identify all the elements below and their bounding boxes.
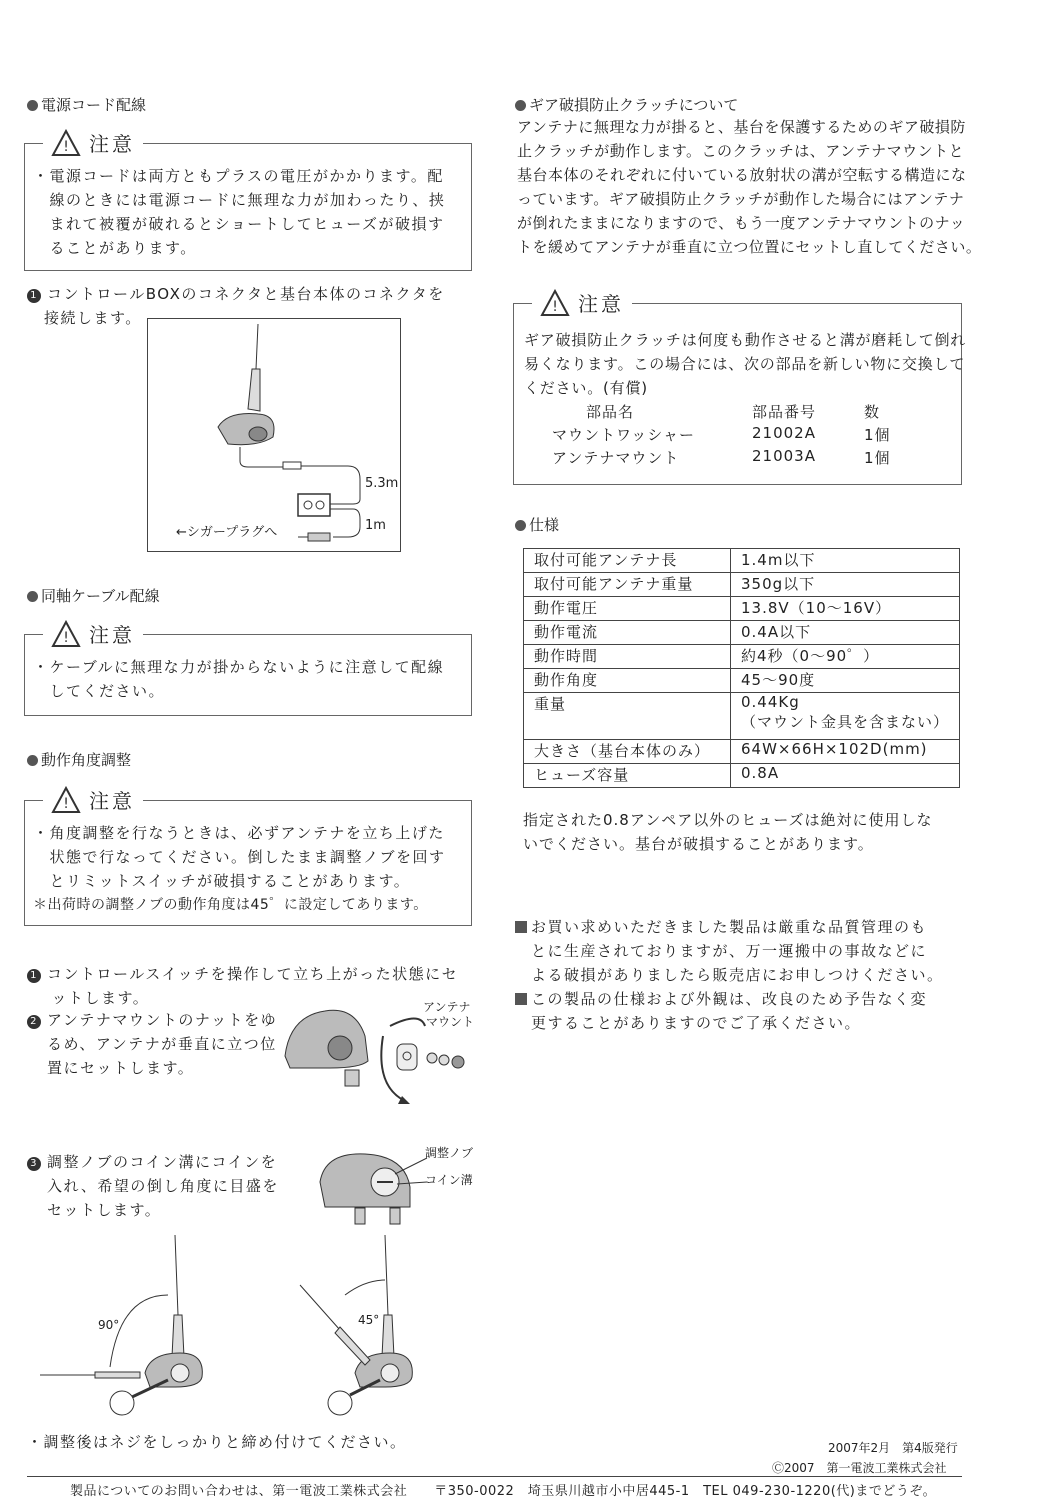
bullet-icon (515, 520, 526, 531)
svg-text:!: ! (63, 138, 69, 155)
svg-text:!: ! (63, 629, 69, 646)
warning-icon (540, 289, 570, 317)
step-number: 1 (27, 289, 41, 303)
angle-45-label: 45° (358, 1313, 380, 1327)
spec-row: 動作電圧 13.8V（10～16V） (524, 597, 960, 621)
copyright: Ⓒ2007 第一電波工業株式会社 (772, 1461, 947, 1475)
spec-table (523, 548, 960, 788)
svg-text:!: ! (552, 298, 558, 315)
cable-length-label: 5.3m (365, 476, 399, 491)
parts-row: マウントワッシャー 21002A 1個 (552, 424, 891, 444)
parts-row: アンテナマウント 21003A 1個 (552, 447, 891, 467)
power-heading: 電源コード配線 (27, 95, 146, 115)
angle-step1: 1 コントロールスイッチを操作して立ち上がった状態にセ ットします。 (27, 962, 458, 1010)
step-number: 3 (27, 1157, 41, 1171)
knob-figure (315, 1142, 475, 1227)
bullet-icon (27, 591, 38, 602)
spec-row: 動作角度 45～90度 (524, 669, 960, 693)
edition-info: 2007年2月 第4版発行 (828, 1441, 958, 1455)
angle-step3: 3 調整ノブのコイン溝にコインを 入れ、希望の倒し角度に目盛を セットします。 (27, 1150, 279, 1222)
square-bullet-icon (515, 921, 527, 933)
clutch-caution-text: ギア破損防止クラッチは何度も動作させると溝が磨耗して倒れ 易くなります。この場合には、次の部品を新しい物に交換して ください。(有償) (524, 331, 967, 397)
angle-caution-text: ・角度調整を行なうときは、必ずアンテナを立ち上げた 状態で行なってください。倒したまま調整ノブを回す とリミットスイッチが破損することがあります。 ＊出荷時の調整ノブの動作角度は45゜に設定してあります。 (33, 824, 446, 913)
power-step1: 1 コントロールBOXのコネクタと基台本体のコネクタを 接続します。 (27, 282, 445, 330)
clutch-body: アンテナに無理な力が掛ると、基台を保護するためのギア破損防 止クラッチが動作します。このクラッチは、アンテナマウントと 基台本体のそれぞれに付いている放射状の溝が空転する構造にな っています。ギア破損防止クラッチが動作した場合にはアンテナ が倒れたままになりますので、もう一度アンテナマウントのナッ トを緩めてアンテナが垂直に立つ位置にセットし直してください。 (517, 118, 982, 256)
clutch-heading: ギア破損防止クラッチについて (515, 95, 738, 115)
change-notice: この製品の仕様および外観は、改良のため予告なく変 更することがありますのでご了承ください。 (515, 987, 927, 1035)
cigar-plug-label: ←シガープラグへ (176, 525, 278, 540)
spec-heading: 仕様 (515, 515, 559, 535)
power-caution-text: ・電源コードは両方ともプラスの電圧がかかります。配 線のときには電源コードに無理な力が加わったり、挟 まれて被覆が破れるとショートしてヒューズが破損す ることがあります。 (33, 167, 446, 257)
angle-90-diagram (40, 1235, 240, 1420)
angle-45-diagram (290, 1235, 460, 1420)
parts-table (552, 401, 904, 470)
power-caution-box (24, 132, 472, 271)
caution-header: ! 注意 (43, 785, 143, 814)
angle-45-figure (290, 1235, 460, 1420)
bullet-icon (27, 755, 38, 766)
mount-label: マウント (426, 1015, 475, 1029)
angle-90-label: 90° (98, 1318, 120, 1332)
caution-header: ! 注意 (43, 619, 143, 648)
wiring-figure (147, 318, 401, 552)
spec-row: ヒューズ容量 0.8A (524, 764, 960, 788)
bullet-icon (515, 100, 526, 111)
cable-length-label: 1m (365, 518, 386, 533)
caution-header: ! 注意 (43, 128, 143, 157)
angle-heading: 動作角度調整 (27, 750, 131, 770)
spec-row: 動作電流 0.4A以下 (524, 621, 960, 645)
bullet-icon (27, 100, 38, 111)
coax-heading: 同軸ケーブル配線 (27, 586, 160, 606)
square-bullet-icon (515, 993, 527, 1005)
mount-label: アンテナ (423, 1000, 471, 1014)
caution-header: ! 注意 (532, 288, 632, 317)
step-number: 1 (27, 969, 41, 983)
spec-row: 大きさ（基台本体のみ） 64W×66H×102D(mm) (524, 740, 960, 764)
clutch-caution-box (513, 292, 967, 485)
warning-icon (51, 620, 81, 648)
wiring-diagram (148, 319, 400, 551)
step-number: 2 (27, 1015, 41, 1029)
svg-text:!: ! (63, 795, 69, 812)
coin-slot-label: コイン溝 (425, 1173, 473, 1187)
angle-90-figure (40, 1235, 240, 1420)
parts-header-row: 部品名 部品番号 数 (586, 403, 881, 421)
spec-row: 重量 0.44Kg （マウント金具を含まない） (524, 693, 960, 740)
spec-row: 取付可能アンテナ長 1.4m以下 (524, 549, 960, 573)
coax-caution-box (24, 623, 472, 716)
angle-step2: 2 アンテナマウントのナットをゆ るめ、アンテナが垂直に立つ位 置にセットします。 (27, 1008, 277, 1080)
mount-figure (280, 996, 475, 1106)
warning-icon (51, 129, 81, 157)
fuse-note: 指定された0.8アンペア以外のヒューズは絶対に使用しな いでください。基台が破損することがあります。 (523, 811, 933, 853)
spec-row: 動作時間 約4秒（0～90゜） (524, 645, 960, 669)
warning-icon (51, 786, 81, 814)
knob-label: 調整ノブ (425, 1146, 474, 1160)
coax-caution-text: ・ケーブルに無理な力が掛からないように注意して配線 してください。 (33, 658, 445, 700)
spec-row: 取付可能アンテナ重量 350g以下 (524, 573, 960, 597)
footer-divider (27, 1476, 962, 1477)
quality-notice: お買い求めいただきました製品は厳重な品質管理のも とに生産されておりますが、万一運搬中の事故などに よる破損がありましたら販売店にお申しつけください。 (515, 915, 944, 987)
contact-info: 製品についてのお問い合わせは、第一電波工業株式会社 〒350-0022 埼玉県川越市小中居445-1 TEL 049-230-1220(代)までどうぞ。 (70, 1484, 937, 1499)
angle-caution-box (24, 789, 472, 926)
after-adjust-note: ・調整後はネジをしっかりと締め付けてください。 (27, 1433, 407, 1451)
